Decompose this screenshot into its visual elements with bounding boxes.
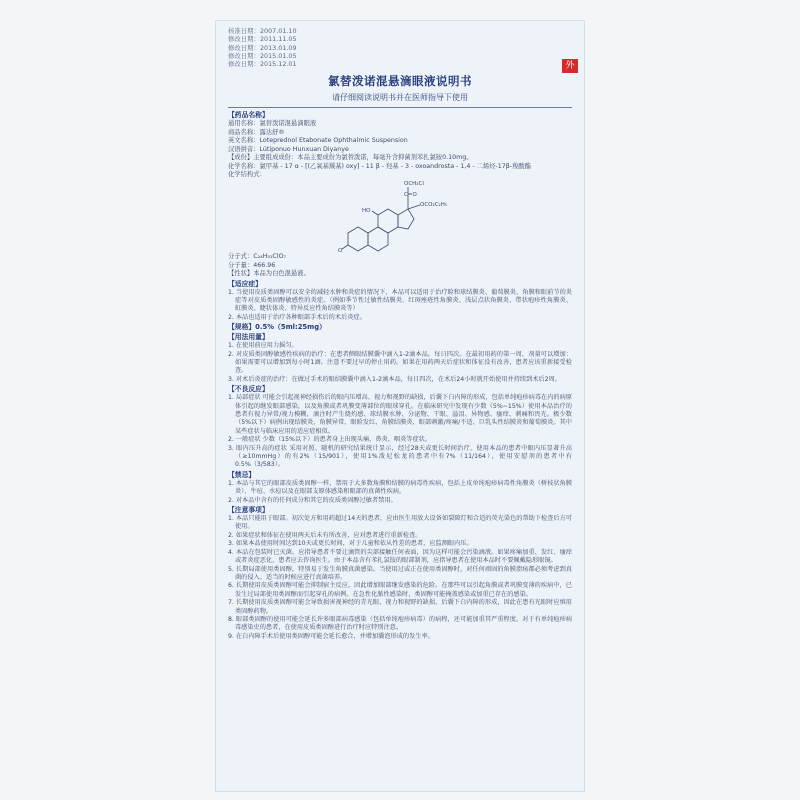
pinyin-name: 汉语拼音：Lütiponuo Hunxuan Diyanye: [228, 145, 349, 153]
properties: 【性状】本品为白色混悬液。: [228, 270, 310, 278]
composition-section: [228, 154, 572, 270]
adverse-header: 【不良反应】: [228, 385, 269, 394]
molecular-formula: 分子式：C₂₄H₃₁ClO₇: [228, 253, 287, 261]
chemical-structure: [338, 179, 572, 253]
adverse-item: 2. 一般症状 少数（15%以下）的患者身上出现头痛、鼻炎、咽炎等症状。: [228, 436, 432, 444]
usage-item: 1. 在使用前应用力摇匀。: [228, 342, 298, 350]
adverse-item: 1. 局部症状 可能会引起视神经损伤后的眼内压增高、视力和视野的缺损，后囊下白内障的形成，包括单纯疱疹病毒在内的病原体引起的继发眼部感染，以及角膜或者巩膜变薄部位的眼球穿孔。在临床研究中发现有少数（5%~15%）使用本品治疗的患者有视力异常/视力模糊，滴注时产生烧灼感、球结膜水肿、分泌物、干眼、溢泪、异物感、瘙痒、刺痛和畏光。极少数（5%以下）病例出现结膜炎、角膜异常、眼睑发红、角膜结膜炎、眼部刺激/疼痛/不适、巨乳头性结膜炎和葡萄膜炎。其中某些症状与临床应用的适应症相似。: [228, 394, 572, 435]
contraindication-item: 2. 对本品中含有的任何成分和其它的皮质类固醇过敏者禁用。: [228, 496, 397, 504]
usage-item: 2. 对皮质类固醇敏感性疾病的治疗：在患者侧眼结膜囊中滴入1-2滴本品，每日四次。在最初用药的第一周，剂量可以增加：如果需要可以增加到每小时1滴。注意不要过早的停止用药。如果在用药两天后症状和体征没有改善，患者应该重新接受检查。: [228, 350, 572, 375]
revision-dates: [228, 27, 572, 68]
ring-a: [348, 227, 368, 251]
precaution-item: 3. 如果本品使用时间达到10天或更长时间，对于儿童和依从性差的患者，应监测眼内压。: [228, 540, 473, 548]
revision-date: 修改日期：2015.01.05: [228, 51, 297, 60]
chemical-name: 化学名称：氯甲基 - 17 α - [(乙氧基羰基) oxy] - 11 β - 羟基 - 3 - oxoandrosta - 1,4 - 二烯烃-17β-羧酸酯: [228, 162, 531, 170]
precaution-item: 2. 如果症状和体征在使用两天后未有所改善，应对患者进行重新检查。: [228, 531, 422, 539]
ring-d: [398, 209, 414, 229]
precautions-section: [228, 506, 572, 641]
label-och2cl: OCH₂Cl: [404, 181, 424, 188]
precaution-item: 1. 本品只能用于眼部。初次处方和用药超过14天的患者，应由医生用放大设备如裂隙灯和合适的荧光染色的帮助下检查后方可使用。: [228, 515, 572, 531]
document-title: 氯替泼诺混悬滴眼液说明书: [328, 74, 472, 89]
contraindications-header: 【禁忌】: [228, 470, 256, 479]
usage-header: 【用法用量】: [228, 333, 269, 342]
precaution-item: 8. 眼部类固醇的使用可能会延长许多眼部病毒感染（包括单纯疱疹病毒）的病程，还可能加重其严重程度。对于有单纯疱疹病毒感染史的患者，在使用皮质类固醇进行治疗时应特别注意。: [228, 615, 572, 632]
indications-header: 【适应症】: [228, 279, 262, 288]
drug-name-header: 【药品名称】: [228, 111, 269, 120]
revision-date: 修改日期：2011.11.05: [228, 35, 297, 44]
label-carbonyl: C=O: [404, 192, 417, 199]
indication-item: 2. 本品也适用于治疗各种眼部手术后的术后炎症。: [228, 313, 366, 321]
precaution-item: 6. 长期使用皮质类固醇可能会抑制宿主反应，因此增加眼部继发感染的危险。在那些可以引起角膜或者巩膜变薄的疾病中，已发生过局部使用类固醇而引起穿孔的病例。在急性化脓性感染时，类固醇可能掩盖感染或加重已存在的感染。: [228, 582, 572, 598]
indications-section: [228, 280, 572, 323]
usage-section: [228, 333, 572, 384]
contraindications-section: [228, 471, 572, 505]
precaution-item: 9. 在白内障手术后使用类固醇可能会延长愈合，并增加囊泡形成的发生率。: [228, 632, 434, 640]
ring-c: [378, 209, 398, 233]
adverse-section: [228, 385, 572, 470]
structure-label: 化学结构式：: [228, 170, 266, 178]
structure-diagram: [338, 179, 458, 253]
document-subtitle: 请仔细阅读说明书并在医师指导下使用: [332, 93, 468, 103]
revision-date: 修改日期：2013.01.09: [228, 43, 297, 52]
precautions-header: 【注意事项】: [228, 506, 269, 515]
title-divider: [228, 107, 572, 108]
usage-item: 3. 对术后炎症的治疗：在做过手术的眼结膜囊中滴入1-2滴本品，每日四次，在术后24小时就开始使用并持续到术后2周。: [228, 375, 561, 383]
ring-b: [368, 227, 388, 251]
precaution-item: 7. 长期使用皮质类固醇可能会导致损害视神经的青光眼、视力和视野的缺损、后囊下白内障的形成，因此在患有光眼时应慎用类固醇药物。: [228, 599, 572, 615]
specification: 【规格】0.5%（5ml:25mg）: [228, 323, 326, 332]
trade-name: 商品名称：露达舒®: [228, 128, 285, 136]
label-hydroxy: HO: [362, 208, 371, 215]
drug-name-section: [228, 111, 572, 154]
leaflet-sheet: [215, 20, 585, 792]
label-oxo: O: [338, 248, 343, 254]
contraindication-item: 1. 本品与其它的眼部皮质类固醇一样，禁用于大多数角膜和结膜的病毒性疾病，包括上皮单纯疱疹病毒性角膜炎（树枝状角膜炎）、牛痘、水痘以及在眼部支原体感染和眼部的真菌性疾病。: [228, 479, 572, 496]
revision-date: 修改日期：2015.12.01: [228, 60, 297, 69]
label-etabonate: OCO₂C₂H₅: [420, 202, 448, 209]
generic-name: 通用名称：氯替泼诺混悬滴眼液: [228, 120, 317, 128]
composition-main: 【成份】主要组成成份：本品主要成份为氯替泼诺，每毫升含抑菌剂苯扎氯铵0.10mg。: [228, 154, 473, 162]
molecular-weight: 分子量：466.96: [228, 261, 276, 269]
precaution-item: 5. 长期局部使用类固醇，特别易于发生角膜真菌感染。当使用过或正在使用类固醇时，对任何顽固的角膜溃疡都必须考虑到真菌的侵入。适当的时候应进行真菌培养。: [228, 565, 572, 581]
precaution-item: 4. 本品在包装时已灭菌。应指导患者不要让滴管的尖部接触任何表面，因为这样可能会污染滴液。如果疼痛加重、发红、瘙痒或者炎症恶化，患者应去咨询医生。由于本品含有苯扎氯铵的眼部制剂，应指导患者在使用本品时不要佩戴隐形眼镜。: [228, 548, 572, 565]
external-use-badge: 外: [562, 59, 578, 73]
indication-item: 1. 当使用皮质类固醇可以安全的减轻水肿和炎症的情况下，本品可以适用于治疗睑和球结膜炎、葡萄膜炎、角膜和眼前节的炎症等对皮质类固醇敏感性的炎症。（例如季节性过敏性结膜炎、红斑痤疮性角膜炎、浅层点状角膜炎、带状疱疹性角膜炎、虹膜炎、睫状体炎、特异反应性角结膜炎等）: [228, 288, 572, 313]
adverse-item: 3. 眼内压升高的症状 采用对照、随机的研究结果统计显示，经过28天或更长时间治疗，使用本品的患者中眼内压显著升高（≥10mmHg）的有2%（15/901），使用1%泼尼松龙的患者中有7%（11/164），使用安慰剂的患者中有0.5%（3/583）。: [228, 444, 572, 469]
english-name: 英文名称：Loteprednol Etabonate Ophthalmic Suspension: [228, 137, 408, 145]
revision-date: 核准日期：2007.01.10: [228, 27, 297, 35]
